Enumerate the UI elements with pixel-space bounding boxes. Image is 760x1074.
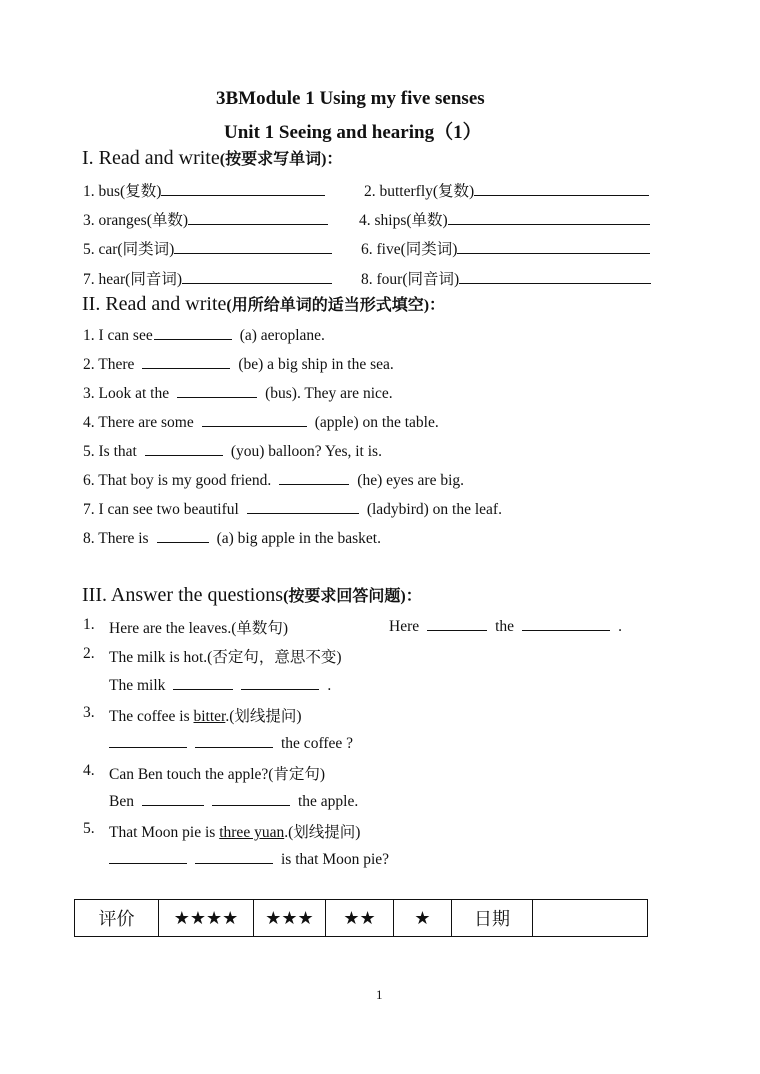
answer-blank[interactable]: [154, 325, 232, 340]
answer-blank[interactable]: [195, 733, 273, 748]
section-3-heading-en: III. Answer the questions: [82, 584, 284, 606]
s3-q5-number: 5.: [83, 820, 95, 837]
rating-table: [74, 899, 648, 937]
answer-blank[interactable]: [142, 354, 230, 369]
answer-blank[interactable]: [457, 239, 650, 254]
s2-item-8: 8. There is (a) big apple in the basket.: [83, 530, 381, 547]
s1-item-8: 8. four(同音词): [361, 267, 651, 289]
answer-blank[interactable]: [459, 269, 651, 284]
s3-q5-answer: is that Moon pie?: [109, 849, 389, 869]
s3-q4-answer: Ben the apple.: [109, 793, 359, 810]
answer-blank[interactable]: [177, 383, 257, 398]
rating-four-stars[interactable]: ★★★★: [159, 900, 254, 937]
s3-q1-answer: Here the .: [389, 618, 622, 635]
section-3-heading-cn: (按要求回答问题)：: [283, 588, 422, 605]
s3-q2-prompt: The milk is hot.(否定句，意思不变): [109, 649, 342, 666]
worksheet-subtitle: Unit 1 Seeing and hearing（1）: [224, 122, 482, 143]
answer-blank[interactable]: [109, 733, 187, 748]
section-3-heading: [82, 583, 422, 607]
s1-item-1: 1. bus(复数): [83, 179, 325, 201]
answer-blank[interactable]: [212, 791, 290, 806]
rating-label: 评价: [75, 900, 159, 937]
section-1-heading-en: I. Read and write: [82, 147, 220, 169]
rating-two-stars[interactable]: ★★: [326, 900, 394, 937]
s1-item-7: 7. hear(同音词): [83, 267, 332, 289]
answer-blank[interactable]: [279, 470, 349, 485]
s1-item-2: 2. butterfly(复数): [364, 179, 649, 201]
s3-q3-answer: the coffee ?: [109, 733, 353, 753]
s2-item-2: 2. There (be) a big ship in the sea.: [83, 356, 394, 373]
answer-blank[interactable]: [195, 849, 273, 864]
answer-blank[interactable]: [142, 791, 204, 806]
s1-item-4: 4. ships(单数): [359, 208, 650, 230]
section-2-heading-en: II. Read and write: [82, 293, 227, 315]
answer-blank[interactable]: [247, 499, 359, 514]
s3-q3-prompt: The coffee is bitter.(划线提问): [109, 708, 302, 725]
s3-q5-prompt: That Moon pie is three yuan.(划线提问): [109, 824, 361, 841]
section-2-heading-cn: (用所给单词的适当形式填空)：: [226, 297, 446, 314]
answer-blank[interactable]: [182, 269, 332, 284]
answer-blank[interactable]: [109, 849, 187, 864]
section-2-heading: [82, 292, 445, 316]
s3-q1-number: 1.: [83, 616, 95, 633]
underlined-word: bitter: [193, 708, 226, 725]
section-1-heading: [82, 146, 342, 170]
s3-q4-number: 4.: [83, 762, 95, 779]
s2-item-6: 6. That boy is my good friend. (he) eyes are big.: [83, 472, 465, 489]
answer-blank[interactable]: [173, 675, 233, 690]
answer-blank[interactable]: [241, 675, 319, 690]
answer-blank[interactable]: [157, 528, 209, 543]
s2-item-3: 3. Look at the (bus). They are nice.: [83, 385, 393, 402]
rating-three-stars[interactable]: ★★★: [254, 900, 326, 937]
s2-item-7: 7. I can see two beautiful (ladybird) on the leaf.: [83, 501, 502, 518]
worksheet-title: 3BModule 1 Using my five senses: [216, 88, 485, 109]
rating-one-star[interactable]: ★: [394, 900, 452, 937]
s2-item-5: 5. Is that (you) balloon? Yes, it is.: [83, 443, 382, 460]
answer-blank[interactable]: [474, 181, 649, 196]
date-label: 日期: [452, 900, 533, 937]
answer-blank[interactable]: [427, 616, 487, 631]
s3-q3-number: 3.: [83, 704, 95, 721]
answer-blank[interactable]: [448, 210, 650, 225]
s3-q1-prompt: Here are the leaves.(单数句): [109, 620, 289, 637]
s2-item-4: 4. There are some (apple) on the table.: [83, 414, 439, 431]
s3-q2-number: 2.: [83, 645, 95, 662]
answer-blank[interactable]: [188, 210, 328, 225]
page-number: 1: [376, 987, 383, 1002]
s3-q2-answer: The milk .: [109, 677, 332, 694]
date-field[interactable]: [533, 900, 648, 937]
answer-blank[interactable]: [522, 616, 610, 631]
section-1-heading-cn: (按要求写单词)：: [219, 151, 343, 168]
answer-blank[interactable]: [202, 412, 307, 427]
answer-blank[interactable]: [161, 181, 325, 196]
s1-item-5: 5. car(同类词): [83, 237, 332, 259]
s1-item-6: 6. five(同类词): [361, 237, 650, 259]
answer-blank[interactable]: [174, 239, 332, 254]
underlined-word: three yuan: [219, 824, 285, 841]
s1-item-3: 3. oranges(单数): [83, 208, 328, 230]
s3-q4-prompt: Can Ben touch the apple?(肯定句): [109, 766, 326, 783]
s2-item-1: 1. I can see (a) aeroplane.: [83, 327, 325, 344]
answer-blank[interactable]: [145, 441, 223, 456]
